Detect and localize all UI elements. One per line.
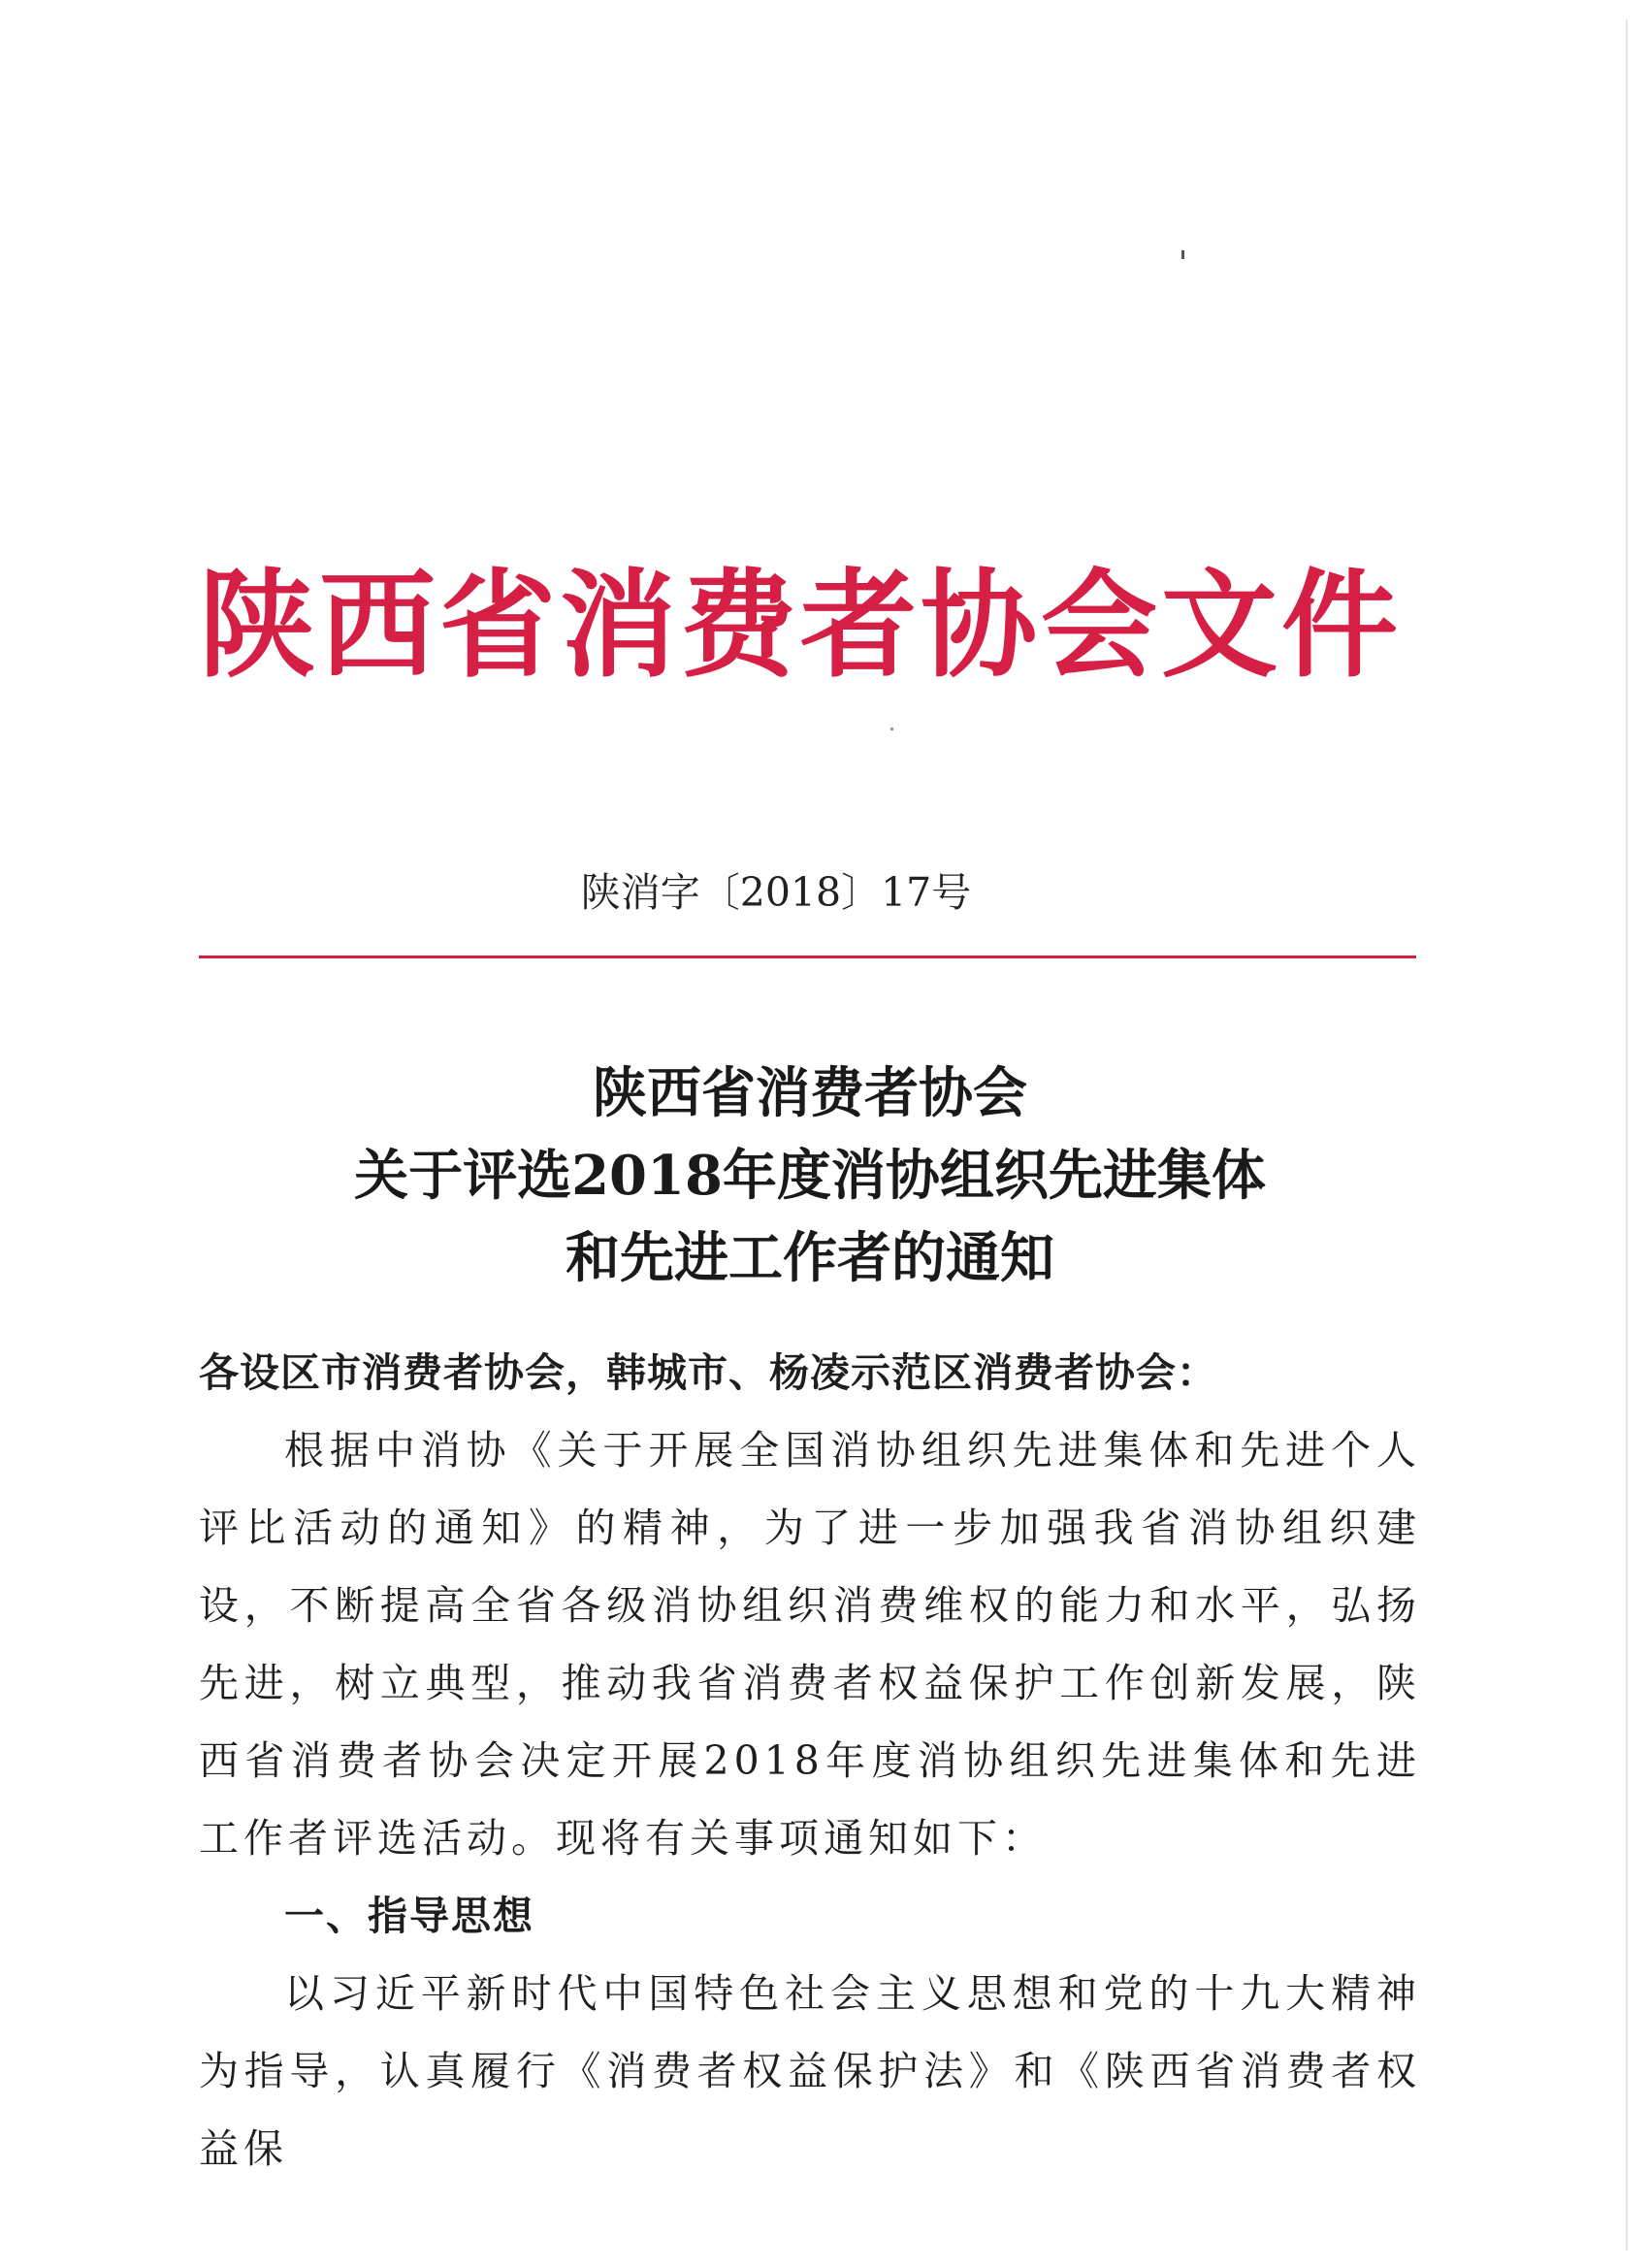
document-number: 陕消字〔2018〕17号 bbox=[580, 869, 972, 916]
intro-paragraph: 根据中消协《关于开展全国消协组织先进集体和先进个人评比活动的通知》的精神，为了进一步加强我省消协组织建设，不断提高全省各级消协组织消费维权的能力和水平，弘扬先进，树立典型，推动我省消费者权益保护工作创新发展，陕西省消费者协会决定开展2018年度消协组织先进集体和先进工作者评选活动。现将有关事项通知如下： bbox=[199, 1427, 1421, 1862]
notice-title bbox=[194, 1053, 1426, 1300]
red-divider-line bbox=[199, 956, 1416, 958]
scan-speck bbox=[1181, 250, 1184, 259]
section-heading: 一、指导思想 bbox=[284, 1893, 534, 1939]
notice-body bbox=[199, 1334, 1421, 2187]
section-paragraph: 以习近平新时代中国特色社会主义思想和党的十九大精神为指导，认真履行《消费者权益保护法》和《陕西省消费者权益保 bbox=[199, 1970, 1421, 2172]
document-masthead: 陕西省消费者协会文件 bbox=[199, 557, 1402, 694]
title-line: 和先进工作者的通知 bbox=[566, 1226, 1054, 1290]
scan-edge bbox=[1626, 19, 1628, 2251]
salutation: 各设区市消费者协会，韩城市、杨凌示范区消费者协会： bbox=[199, 1349, 1217, 1396]
title-line: 关于评选2018年度消协组织先进集体 bbox=[354, 1144, 1266, 1208]
title-line: 陕西省消费者协会 bbox=[593, 1061, 1027, 1125]
scan-speck bbox=[890, 728, 893, 730]
